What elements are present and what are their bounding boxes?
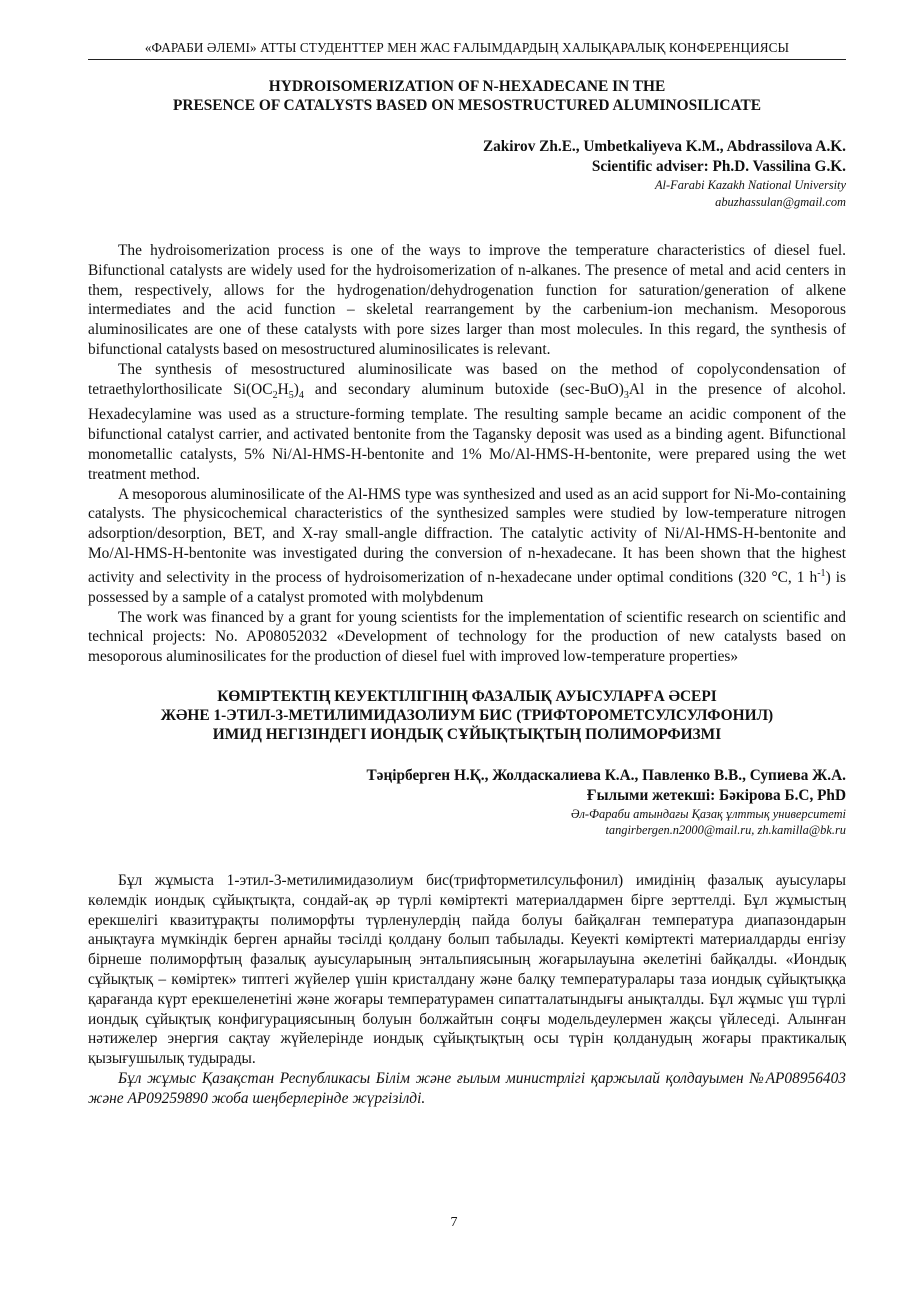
article1-paragraph: A mesoporous aluminosilicate of the Al-HMS type was synthesized and used as an acid support for Ni-Mo-containing catalysts. The physicochemical characteristics of the synthesized samples were studied by low-temperature nitrogen adsorption/desorption, BET, and X-ray small-angle diffraction. The catalytic activity of Ni/Al-HMS-H-bentonite and Mo/Al-HMS-H-bentonite was investigated during the conversion of n-hexadecane. It has been shown that the highest activity and selectivity in the process of hydroisomerization of n-hexadecane under optimal conditions (320 °C, 1 $h^{-1}$) is possessed by a sample of a catalyst promoted with molybdenum — [88, 485, 846, 606]
article2-title-line: ЖӘНЕ 1-ЭТИЛ-3-МЕТИЛИМИДАЗОЛИУМ БИС (ТРИФТОРОМЕТСУЛСУЛФОНИЛ) — [160, 706, 774, 724]
article1-title-line: PRESENCE OF CATALYSTS BASED ON MESOSTRUCTURED ALUMINOSILICATE — [172, 97, 762, 114]
article2-authors: Тәңірберген Н.Қ., Жолдаскалиева К.А., Павленко В.В., Супиева Ж.А. — [366, 766, 846, 784]
article1-paragraph: The synthesis of mesostructured aluminosilicate was based on the method of copolycondensation of tetraethylorthosilicate $Si(OC_2H_5)_4$ and secondary aluminum butoxide $(\sec-BuO)_3Al$ in the presence of alcohol. Hexadecylamine was used as a structure-forming template. The resulting sample became an acidic component of the bifunctional catalyst carrier, and activated bentonite from the Tagansky deposit was used as a binding agent. Bifunctional monometallic catalysts, 5% Ni/Al-HMS-H-bentonite and 1% Mo/Al-HMS-H-bentonite, were prepared using the wet treatment method. — [88, 360, 846, 483]
article1-adviser: Scientific adviser: Ph.D. Vassilina G.K. — [591, 158, 846, 175]
article2-title — [88, 687, 846, 744]
article1-affiliation-block — [88, 177, 846, 210]
page — [88, 40, 846, 1109]
article2-affiliation-block — [88, 806, 846, 839]
article2-funding-note: Бұл жұмыс Қазақстан Республикасы Білім және ғылым министрлігі қаржылай қолдауымен №AP08956403 және AP09259890 жоба шеңберлерінде жүргізілді. — [88, 1069, 846, 1107]
article1-paragraph: The work was financed by a grant for young scientists for the implementation of scientific research on scientific and technical projects: No. AP08052032 «Development of technology for the production of new catalysts based on mesoporous aluminosilicates for the production of diesel fuel with improved low-temperature properties» — [88, 608, 846, 666]
article2-email: tangirbergen.n2000@mail.ru, zh.kamilla@bk.ru — [605, 823, 846, 838]
article2-title-line: ИМИД НЕГІЗІНДЕГІ ИОНДЫҚ СҰЙЫҚТЫҚТЫҢ ПОЛИМОРФИЗМІ — [212, 725, 722, 743]
article1-authors-block — [88, 137, 846, 177]
article1-title — [88, 77, 846, 115]
article1-paragraph: The hydroisomerization process is one of the ways to improve the temperature characteristics of diesel fuel. Bifunctional catalysts are widely used for the hydroisomerization of n-alkanes. The presence of metal and acid centers in them, respectively, allows for the hydrogenation/dehydrogenation function for saturation/generation of alkene intermediates and the acid function – skeletal rearrangement by the carbenium-ion mechanism. Mesoporous aluminosilicates are one of these catalysts with pore sizes larger than most molecules. In this regard, the synthesis of bifunctional catalysts based on mesostructured aluminosilicates is relevant. — [88, 242, 846, 358]
article2-affiliation: Әл-Фараби атындағы Қазақ ұлттық университеті — [570, 806, 846, 821]
article2-body — [88, 871, 846, 1109]
article1-body — [88, 241, 846, 667]
article2-title-line: КӨМІРТЕКТІҢ КЕУЕКТІЛІГІНІҢ ФАЗАЛЫҚ АУЫСУЛАРҒА ӘСЕРІ — [217, 687, 717, 705]
page-number: 7 — [450, 1215, 458, 1230]
article2-authors-block — [88, 766, 846, 806]
article1-title-line: HYDROISOMERIZATION OF N-HEXADECANE IN THE — [268, 78, 666, 95]
running-header: «ФАРАБИ ӘЛЕМІ» АТТЫ СТУДЕНТТЕР МЕН ЖАС ҒАЛЫМДАРДЫҢ ХАЛЫҚАРАЛЫҚ КОНФЕРЕНЦИЯСЫ — [88, 40, 846, 60]
article1-email: abuzhassulan@gmail.com — [715, 194, 846, 209]
article1-affiliation: Al-Farabi Kazakh National University — [654, 178, 846, 192]
article2-adviser: Ғылыми жетекші: Бәкірова Б.С, PhD — [586, 786, 846, 804]
article2-paragraph: Бұл жұмыста 1-этил-3-метилимидазолиум бис(трифторметилсульфонил) имидінің фазалық ауысулары көлемдік иондық сұйықтықта, сондай-ақ әр түрлі көміртекті материалдармен бірге зерттелді. Бұл жұмыстың ерекшелігі квазитұрақты полиморфты түрленулердің пайда болуы байқалған температура диапазондарын анықтауға мүмкіндік берген арнайы тәсілді қолдану болып табылады. Кеуекті көміртекті материалдарды енгізу бірнеше полиморфтың фазалық ауысуларының энтальпиясының жоғарылауына әкелетіні байқалды. «Иондық сұйықтық – көміртек» типтегі жүйелер үшін кристалдану және балқу температуралары таза иондық сұйықтыққа қарағанда күрт ерекшеленетіні және жоғары температурамен сипатталатындығы анықталды. Бұл жұмыс үш түрлі иондық сұйықтық конфигурациясының болуын болжайтын соңғы модельдеулермен жақсы үйлеседі. Алынған нәтижелер энергия сақтау жүйелерінде иондық сұйықтықтың осы түрін қолданудың жоғары практикалық қызығушылық тудырады. — [88, 871, 846, 1068]
article1-authors: Zakirov Zh.E., Umbetkaliyeva K.M., Abdrassilova A.K. — [482, 138, 846, 155]
